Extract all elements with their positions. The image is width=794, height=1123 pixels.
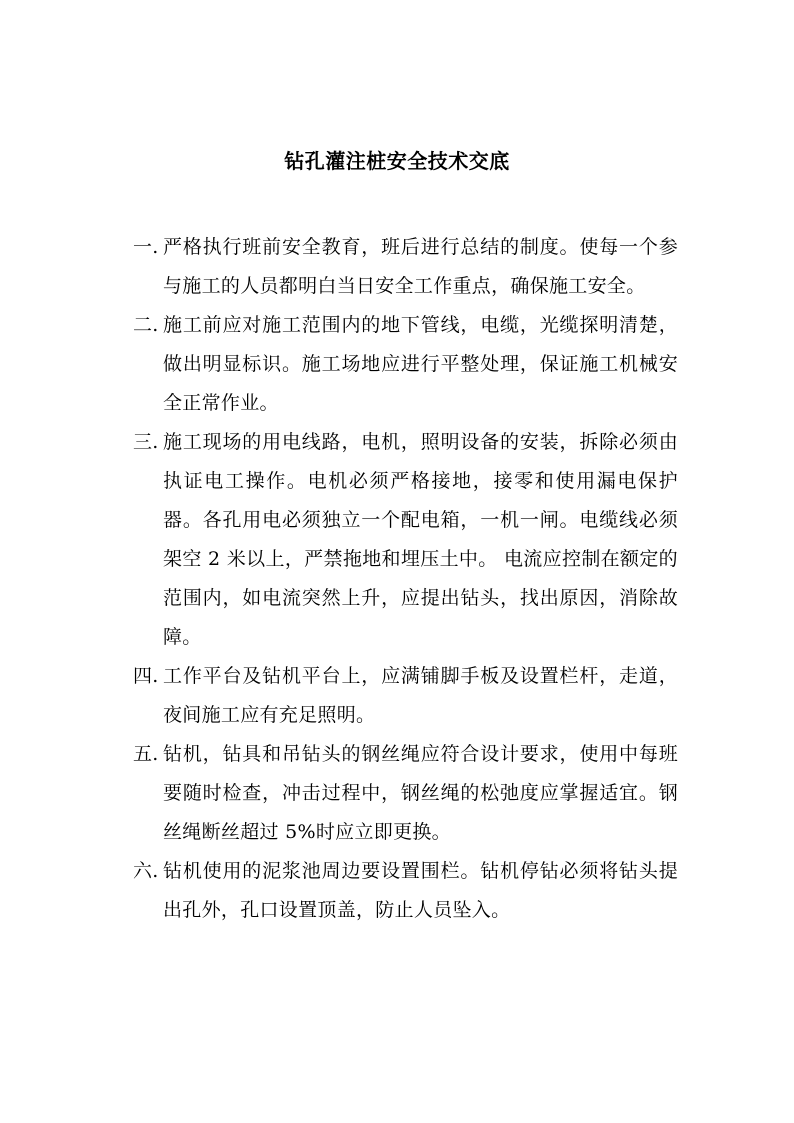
safety-item-1 <box>133 228 678 306</box>
safety-item-4 <box>133 657 678 735</box>
safety-item-list <box>133 228 678 930</box>
item-number: 二. <box>133 314 159 336</box>
item-number: 五. <box>133 743 159 765</box>
item-number: 四. <box>133 665 159 687</box>
item-text: 严格执行班前安全教育，班后进行总结的制度。使每一个参与施工的人员都明白当日安全工作重点，确保施工安全。 <box>163 236 678 297</box>
safety-item-2 <box>133 306 678 423</box>
item-text: 钻机使用的泥浆池周边要设置围栏。钻机停钻必须将钻头提出孔外，孔口设置顶盖，防止人员坠入。 <box>163 860 678 921</box>
safety-item-5 <box>133 735 678 852</box>
item-text: 工作平台及钻机平台上，应满铺脚手板及设置栏杆，走道，夜间施工应有充足照明。 <box>163 665 678 726</box>
item-number: 三. <box>133 431 159 453</box>
item-number: 一. <box>133 236 159 258</box>
item-text: 钻机，钻具和吊钻头的钢丝绳应符合设计要求，使用中每班要随时检查，冲击过程中，钢丝绳的松弛度应掌握适宜。钢丝绳断丝超过 5%时应立即更换。 <box>163 743 678 843</box>
item-text: 施工现场的用电线路，电机，照明设备的安装，拆除必须由执证电工操作。电机必须严格接地，接零和使用漏电保护器。各孔用电必须独立一个配电箱，一机一闸。电缆线必须架空 2 米以上，严禁拖地和埋压土中。 电流应控制在额定的范围内，如电流突然上升，应提出钻头，找出原因，消除故障。 <box>163 431 678 648</box>
document-title: 钻孔灌注桩安全技术交底 <box>284 149 510 173</box>
safety-item-6 <box>133 852 678 930</box>
item-text: 施工前应对施工范围内的地下管线，电缆，光缆探明清楚，做出明显标识。施工场地应进行平整处理，保证施工机械安全正常作业。 <box>163 314 678 414</box>
item-number: 六. <box>133 860 159 882</box>
safety-item-3 <box>133 423 678 657</box>
